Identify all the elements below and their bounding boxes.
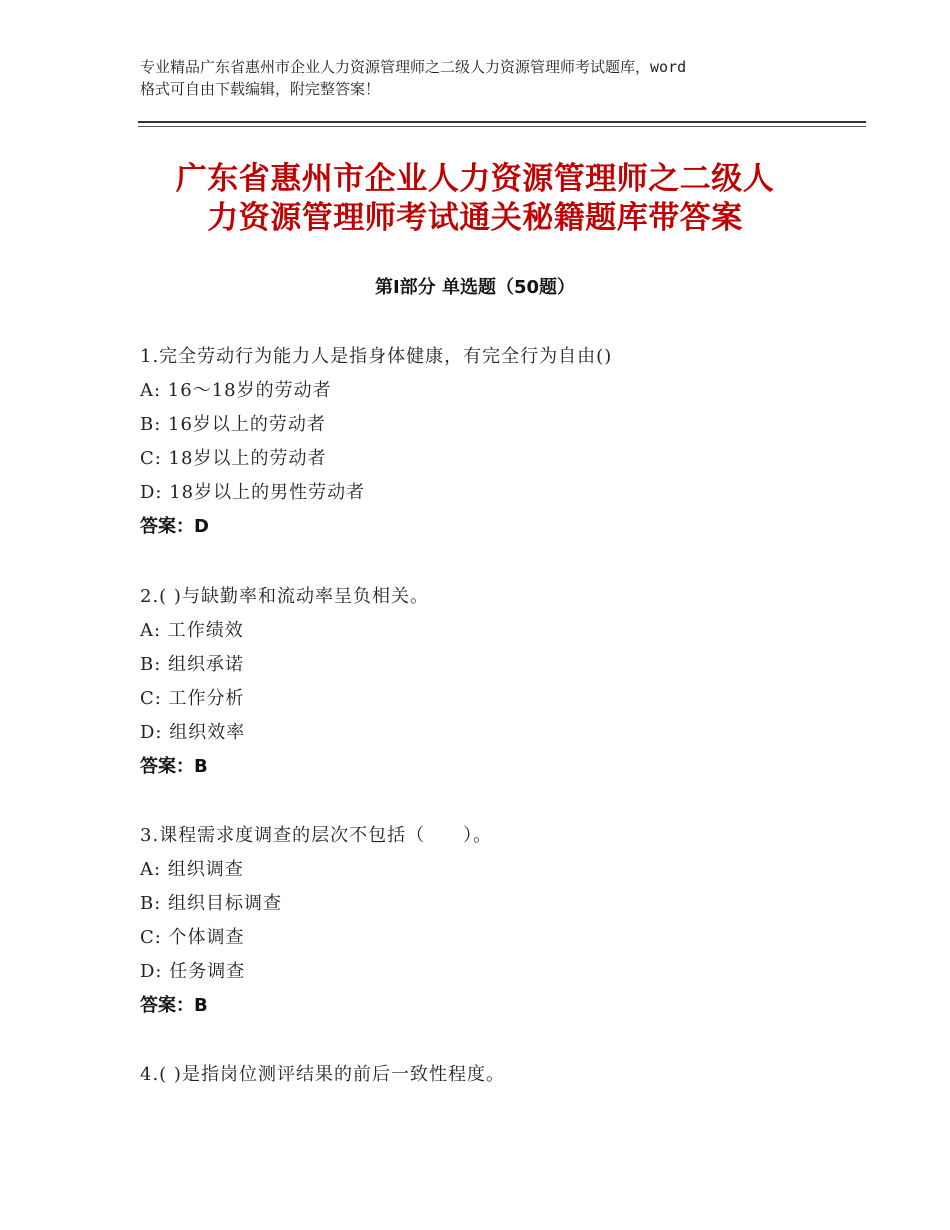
option-a: A: 组织调查	[140, 859, 244, 880]
option-d: D: 组织效率	[140, 722, 246, 743]
question-1	[140, 340, 860, 544]
section-heading: 第Ⅰ部分 单选题（50题）	[374, 277, 575, 298]
header-note	[140, 56, 830, 100]
header-divider-thin	[138, 126, 866, 127]
answer-label: 答案：B	[140, 995, 208, 1016]
document-title	[120, 160, 830, 238]
header-note-line-1: 专业精品广东省惠州市企业人力资源管理师之二级人力资源管理师考试题库，word	[140, 58, 687, 76]
question-stem: 4.( )是指岗位测评结果的前后一致性程度。	[140, 1064, 505, 1085]
option-b: B: 16岁以上的劳动者	[140, 414, 326, 435]
question-3	[140, 819, 860, 1023]
option-d: D: 18岁以上的男性劳动者	[140, 482, 366, 503]
option-a: A: 16～18岁的劳动者	[140, 380, 332, 401]
answer-label: 答案：B	[140, 756, 208, 777]
option-c: C: 18岁以上的劳动者	[140, 448, 327, 469]
option-b: B: 组织目标调查	[140, 893, 283, 914]
option-c: C: 工作分析	[140, 688, 245, 709]
answer-label: 答案：D	[140, 516, 209, 537]
option-d: D: 任务调查	[140, 961, 246, 982]
question-stem: 3.课程需求度调查的层次不包括（ ）。	[140, 825, 493, 846]
header-note-line-2: 格式可自由下载编辑，附完整答案！	[140, 80, 381, 98]
question-2	[140, 580, 860, 784]
option-c: C: 个体调查	[140, 927, 245, 948]
question-stem: 1.完全劳动行为能力人是指身体健康，有完全行为自由()	[140, 346, 613, 367]
question-4	[140, 1058, 860, 1092]
option-a: A: 工作绩效	[140, 620, 244, 641]
header-divider-thick	[138, 121, 866, 123]
option-b: B: 组织承诺	[140, 654, 245, 675]
question-stem: 2.( )与缺勤率和流动率呈负相关。	[140, 586, 429, 607]
document-title-line-2: 力资源管理师考试通关秘籍题库带答案	[207, 200, 743, 236]
document-title-line-1: 广东省惠州市企业人力资源管理师之二级人	[175, 161, 775, 197]
